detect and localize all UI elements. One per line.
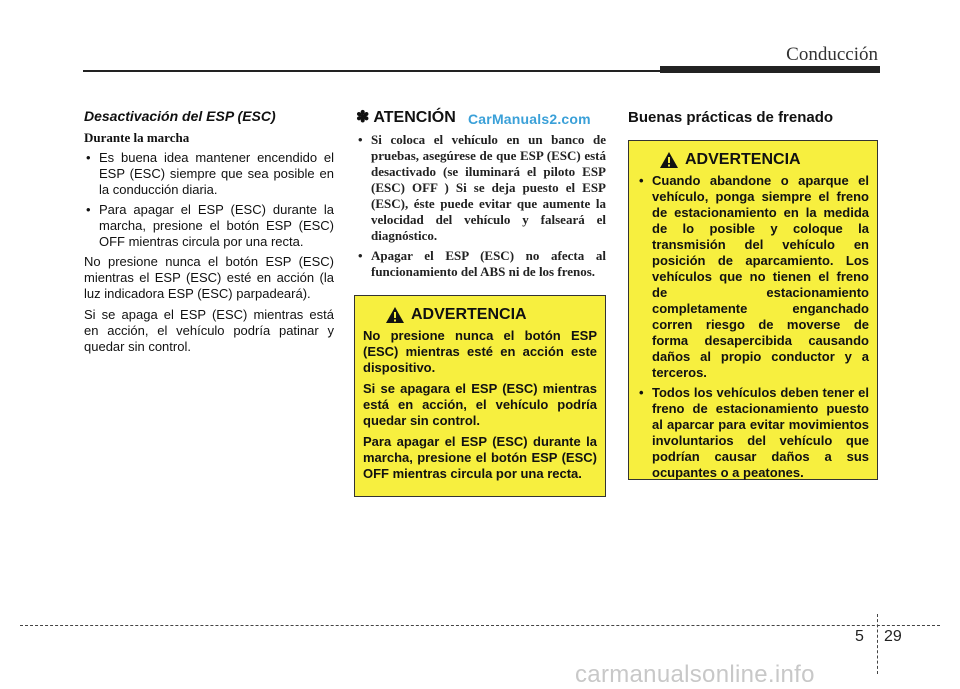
- esp-deactivation-subtitle: Desactivación del ESP (ESC): [84, 108, 276, 124]
- braking-heading: Buenas prácticas de frenado: [628, 109, 834, 126]
- list-item: • Si coloca el vehículo en un banco de pruebas, asegúrese de que ESP (ESC) está desactivado (se iluminará el piloto ESP (ESC) OFF ) Si se deja puesto el ESP (ESC), éste puede evitar que aumente la velocidad del vehículo y falseará el diagnóstico.: [356, 132, 606, 244]
- list-item: • Todos los vehículos deben tener el freno de estacionamiento puesto al aparcar para evitar movimientos involuntarios del vehículo que podrían causar daños a sus ocupantes o a peatones.: [637, 385, 869, 481]
- header-rule-thin: [83, 70, 663, 72]
- page-number: 29: [884, 628, 902, 645]
- warning-box-parking: [628, 140, 878, 480]
- while-driving-label: Durante la marcha: [84, 130, 190, 145]
- warning-title: ADVERTENCIA: [685, 151, 801, 168]
- footer-watermark-link[interactable]: carmanualsonline.info: [575, 661, 815, 688]
- driving-tips-list: [84, 150, 334, 250]
- footer-divider: [20, 625, 940, 626]
- list-item: • Para apagar el ESP (ESC) durante la marcha, presione el botón ESP (ESC) OFF mientras circula por una recta.: [84, 202, 334, 250]
- list-item: • Es buena idea mantener encendido el ESP (ESC) siempre que sea posible en la conducción diaria.: [84, 150, 334, 198]
- paragraph: No presione nunca el botón ESP (ESC) mientras el ESP (ESC) esté en acción (la luz indicadora ESP (ESC) parpadeará).: [84, 254, 334, 301]
- watermark-link[interactable]: CarManuals2.com: [468, 111, 591, 127]
- warning-paragraph: Si se apagara el ESP (ESC) mientras está en acción, el vehículo podría quedar sin control.: [363, 381, 597, 428]
- section-title: Conducción: [786, 44, 878, 65]
- attention-list: [356, 132, 606, 280]
- paragraph: Si se apaga el ESP (ESC) mientras está en acción, el vehículo podría patinar y quedar sin control.: [84, 307, 334, 354]
- list-item: • Apagar el ESP (ESC) no afecta al funcionamiento del ABS ni de los frenos.: [356, 248, 606, 280]
- attention-title: ATENCIÓN: [373, 109, 456, 126]
- warning-paragraph: No presione nunca el botón ESP (ESC) mientras esté en acción este dispositivo.: [363, 328, 597, 375]
- warning-heading: [659, 151, 869, 169]
- warning-heading: [385, 306, 597, 324]
- warning-title: ADVERTENCIA: [411, 306, 527, 323]
- warning-triangle-icon: [385, 306, 405, 324]
- warning-paragraph: Para apagar el ESP (ESC) durante la marcha, presione el botón ESP (ESC) OFF mientras circula por una recta.: [363, 434, 597, 481]
- column-left: [84, 108, 334, 360]
- column-right: [628, 108, 878, 132]
- parking-warning-list: [637, 173, 869, 481]
- page-number-divider: [877, 614, 878, 674]
- chapter-number: 5: [855, 628, 864, 645]
- asterisk-icon: ✽: [356, 109, 370, 126]
- header-rule-thick: [660, 66, 880, 73]
- column-middle: [356, 108, 606, 284]
- warning-box-esp: [354, 295, 606, 497]
- warning-triangle-icon: [659, 151, 679, 169]
- list-item: • Cuando abandone o aparque el vehículo, ponga siempre el freno de estacionamiento en la medida de lo posible y coloque la transmisión del vehículo en posición de aparcamiento. Los vehículos que no tienen el freno de estacionamiento completamente enganchado corren riesgo de moverse de forma desapercibida causando daños al propio conductor y a terceros.: [637, 173, 869, 381]
